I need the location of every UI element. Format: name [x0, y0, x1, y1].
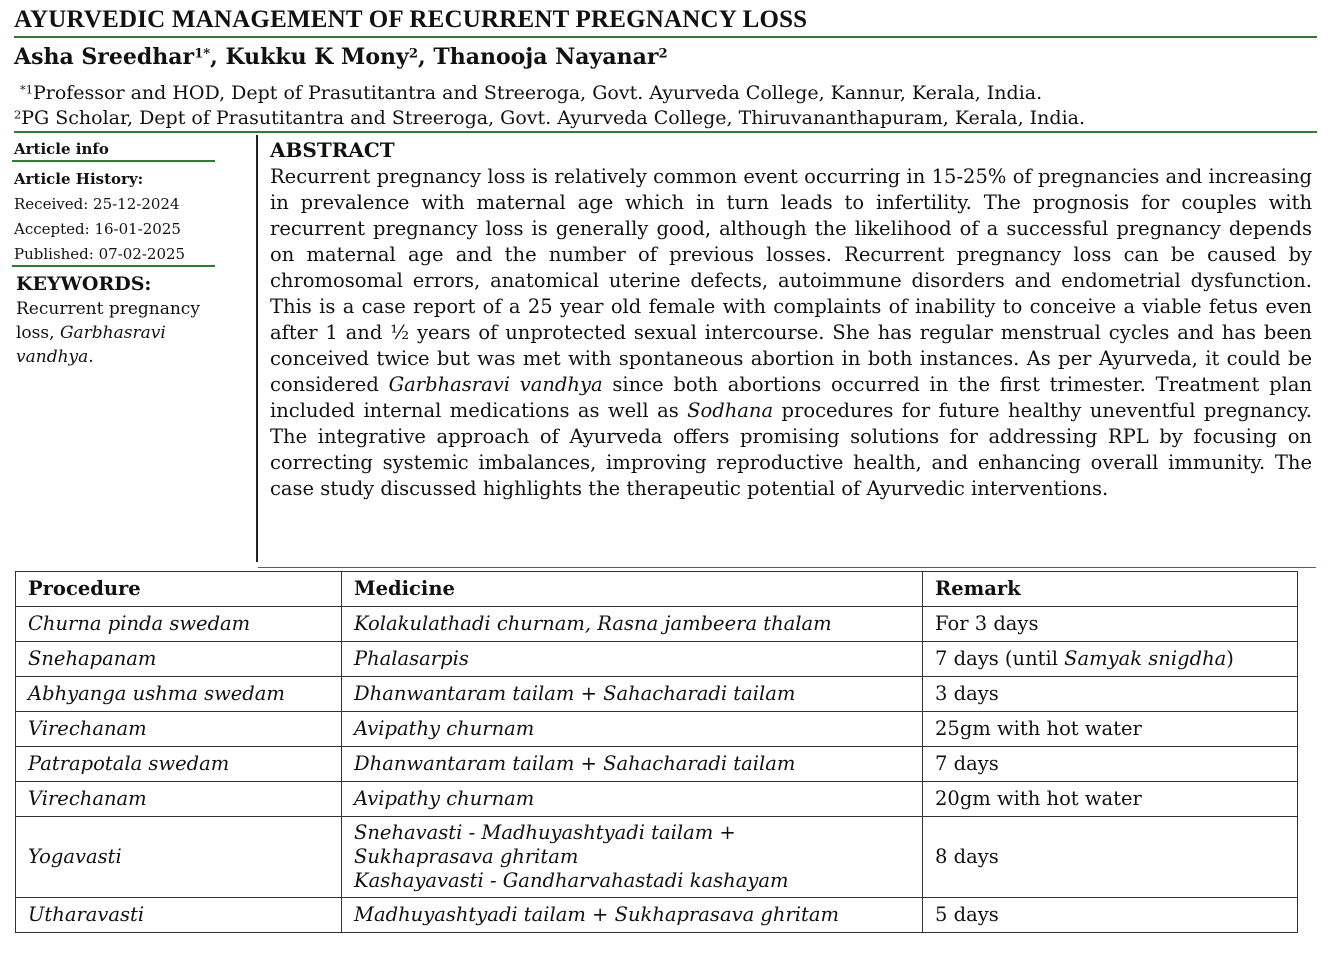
keywords-heading: KEYWORDS:	[16, 273, 152, 295]
abstract-italic: Garbhasravi vandhya	[388, 373, 603, 396]
affiliation-sup: 2	[14, 107, 22, 122]
table-row	[16, 677, 1298, 712]
remark-cell: 7 days	[923, 747, 1298, 782]
medicine-cell: Dhanwantaram tailam + Sahacharadi tailam	[342, 747, 923, 782]
remark-text: 7 days (until	[935, 647, 1065, 670]
remark-cell: 5 days	[923, 898, 1298, 933]
remark-cell	[923, 642, 1298, 677]
author-list	[14, 44, 1317, 70]
medicine-cell: Avipathy churnam	[342, 782, 923, 817]
affiliation-text: Professor and HOD, Dept of Prasutitantra and Streeroga, Govt. Ayurveda College, Kannur, Kerala, India.	[32, 82, 1043, 104]
remark-cell: 25gm with hot water	[923, 712, 1298, 747]
keywords-text	[12, 297, 215, 369]
medicine-cell: Avipathy churnam	[342, 712, 923, 747]
published-date: Published: 07-02-2025	[14, 245, 186, 263]
medicine-line: Snehavasti - Madhuyashtyadi tailam +	[354, 821, 736, 844]
author-sup: 2	[408, 46, 419, 62]
column-divider	[256, 135, 258, 562]
header-remark: Remark	[923, 572, 1298, 607]
affiliation-sup: *1	[20, 82, 33, 97]
procedure-cell: Patrapotala swedam	[16, 747, 342, 782]
article-info-heading: Article info	[12, 138, 215, 162]
table-row	[16, 712, 1298, 747]
table-row	[16, 898, 1298, 933]
article-info-sidebar	[12, 138, 215, 369]
keywords-plain: Recurrent pregnancy loss,	[16, 299, 200, 343]
affiliation-1	[20, 82, 1323, 104]
abstract-body	[270, 164, 1312, 502]
author-name: Asha Sreedhar	[14, 44, 195, 70]
table-row	[16, 607, 1298, 642]
procedure-cell: Abhyanga ushma swedam	[16, 677, 342, 712]
procedure-table	[15, 571, 1298, 933]
abstract-section	[270, 138, 1312, 502]
procedure-cell: Snehapanam	[16, 642, 342, 677]
accepted-date: Accepted: 16-01-2025	[14, 220, 181, 238]
header-procedure: Procedure	[16, 572, 342, 607]
received-date: Received: 25-12-2024	[14, 195, 180, 213]
author-name: Thanooja Nayanar	[433, 44, 659, 70]
abstract-text: Recurrent pregnancy loss is relatively common event occurring in 15-25% of pregnancies and increasing in prevalence with maternal age which in turn leads to infertility. The prognosis for couples with recurrent pregnancy loss is generally good, although the likelihood of a successful pregnancy depends on maternal age and the number of previous losses. Recurrent pregnancy loss can be caused by chromosomal errors, anatomical uterine defects, autoimmune disorders and endometrial dysfunction. This is a case report of a 25 year old female with complaints of inability to conceive a viable fetus even after 1 and ½ years of unprotected sexual intercourse. She has regular menstrual cycles and has been conceived twice but was met with spontaneous abortion in both instances. As per Ayurveda, it could be considered	[270, 165, 1312, 396]
abstract-divider	[258, 567, 1316, 568]
author-name: Kukku K Mony	[225, 44, 409, 70]
table-row	[16, 817, 1298, 898]
abstract-italic: Sodhana	[687, 399, 774, 422]
table-row	[16, 782, 1298, 817]
article-history-label: Article History:	[14, 170, 144, 188]
remark-cell: 3 days	[923, 677, 1298, 712]
remark-cell: 20gm with hot water	[923, 782, 1298, 817]
procedure-cell: Yogavasti	[16, 817, 342, 898]
medicine-line: Sukhaprasava ghritam	[354, 845, 579, 868]
procedure-cell: Virechanam	[16, 782, 342, 817]
author-sup: 1*	[194, 46, 211, 62]
remark-cell: For 3 days	[923, 607, 1298, 642]
keywords-end: .	[88, 347, 94, 367]
procedure-cell: Virechanam	[16, 712, 342, 747]
medicine-cell: Madhuyashtyadi tailam + Sukhaprasava ghritam	[342, 898, 923, 933]
table-row	[16, 747, 1298, 782]
author-separator: ,	[418, 44, 434, 70]
remark-italic: Samyak snigdha	[1064, 647, 1227, 670]
abstract-text: procedures for future healthy uneventful pregnancy. The integrative approach of Ayurveda offers promising solutions for addressing RPL by focusing on correcting systemic imbalances, improving reproductive health, and enhancing overall immunity. The case study discussed highlights the therapeutic potential of Ayurvedic interventions.	[270, 399, 1312, 500]
medicine-line: Kashayavasti - Gandharvahastadi kashayam	[354, 869, 789, 892]
medicine-cell: Phalasarpis	[342, 642, 923, 677]
medicine-cell: Dhanwantaram tailam + Sahacharadi tailam	[342, 677, 923, 712]
table-row	[16, 642, 1298, 677]
procedure-cell: Churna pinda swedam	[16, 607, 342, 642]
affiliation-2	[14, 107, 1317, 133]
abstract-heading: ABSTRACT	[270, 138, 395, 162]
remark-cell: 8 days	[923, 817, 1298, 898]
remark-end: )	[1226, 647, 1234, 670]
table-header-row	[16, 572, 1298, 607]
medicine-cell: Kolakulathadi churnam, Rasna jambeera thalam	[342, 607, 923, 642]
author-sup: 2	[658, 46, 668, 62]
abstract-text: since both abortions occurred in the first trimester. Treatment plan included internal medications as well as	[270, 373, 1313, 422]
keywords-italic: Garbhasravi vandhya	[16, 323, 166, 367]
author-separator: ,	[210, 44, 226, 70]
affiliation-text: PG Scholar, Dept of Prasutitantra and Streeroga, Govt. Ayurveda College, Thiruvananthapuram, Kerala, India.	[21, 107, 1086, 129]
medicine-cell	[342, 817, 923, 898]
header-medicine: Medicine	[342, 572, 923, 607]
procedure-cell: Utharavasti	[16, 898, 342, 933]
paper-title: AYURVEDIC MANAGEMENT OF RECURRENT PREGNANCY LOSS	[14, 6, 1317, 38]
